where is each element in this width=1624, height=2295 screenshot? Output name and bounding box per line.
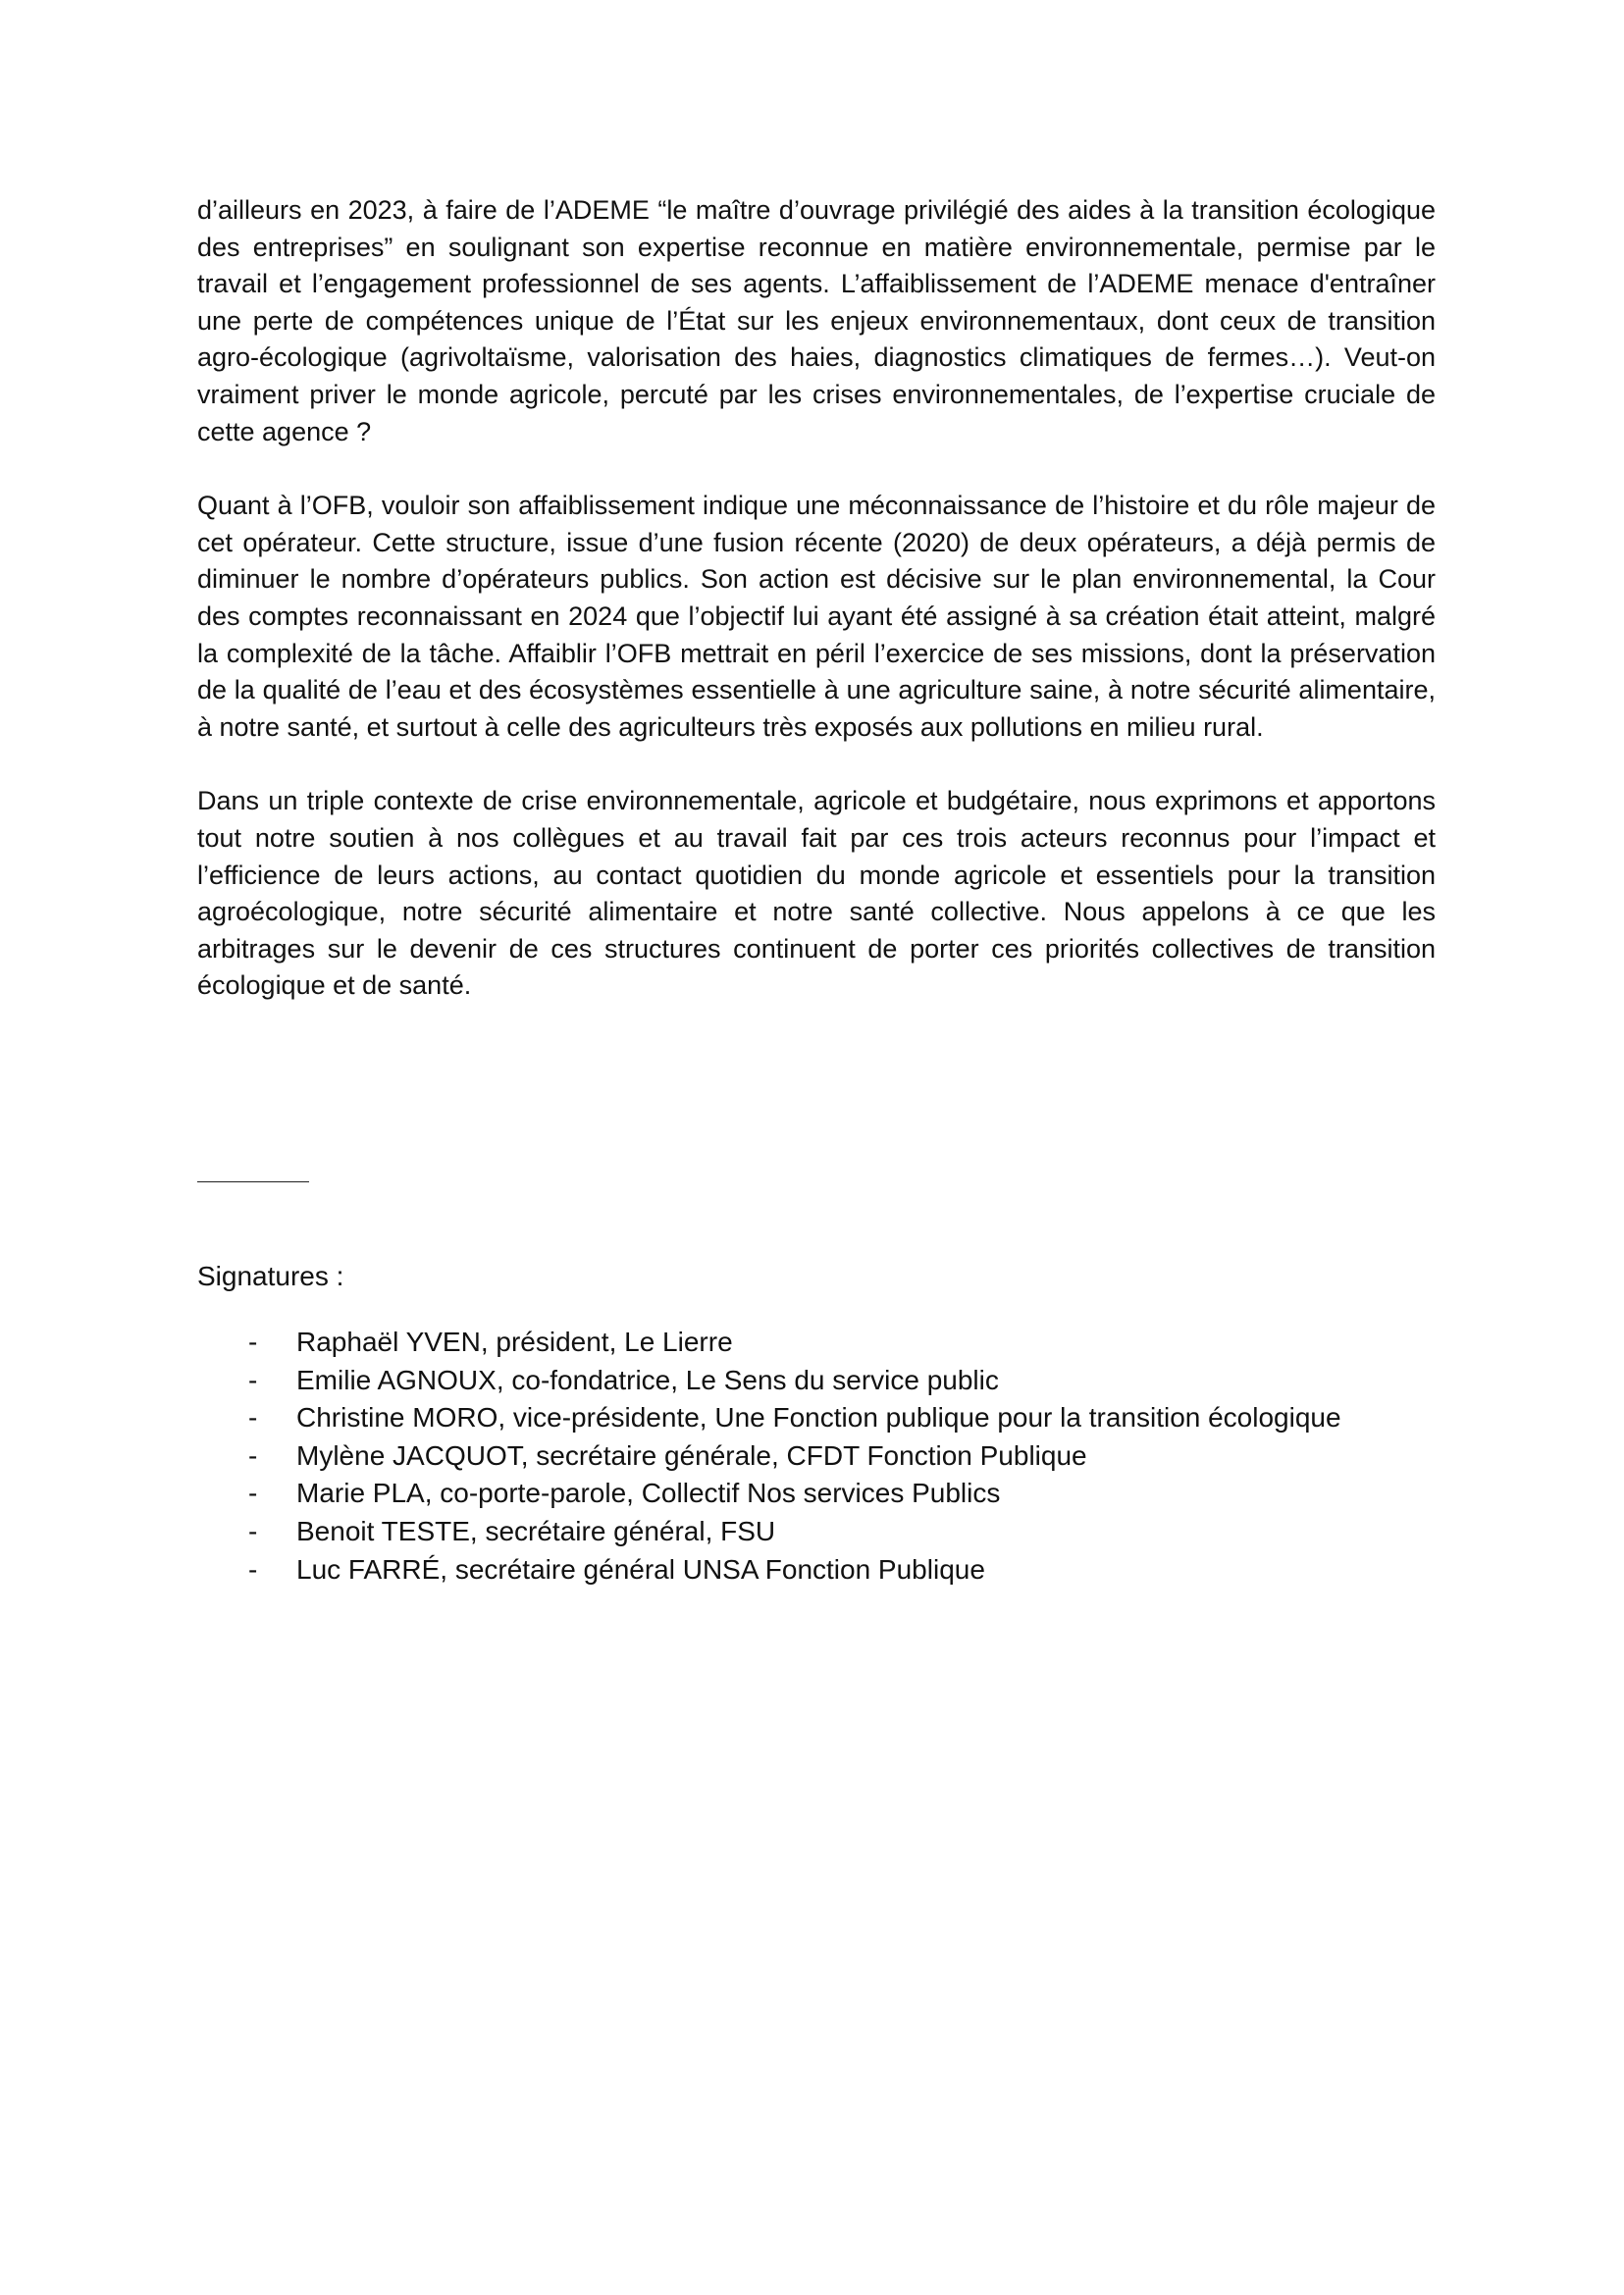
signatures-heading: Signatures : [197,1261,344,1291]
list-dash: - [248,1515,258,1546]
list-dash: - [248,1439,258,1471]
body-text [197,192,1436,1005]
paragraph-conclusion: Dans un triple contexte de crise environnementale, agricole et budgétaire, nous exprimons et apportons tout notre soutien à nos collègues et au travail fait par ces trois acteurs reconnus pour l’impact et l’efficience de leurs actions, au contact quotidien du monde agricole et essentiels pour la transition agroécologique, notre sécurité alimentaire et notre santé collective. Nous appelons à ce que les arbitrages sur le devenir de ces structures continuent de porter ces priorités collectives de transition écologique et de santé. [197,786,1436,1001]
signature-text: Christine MORO, vice-présidente, Une Fonction publique pour la transition écologique [296,1402,1341,1434]
signature-text: Luc FARRÉ, secrétaire général UNSA Fonction Publique [296,1553,985,1585]
signature-item [197,1437,1473,1476]
list-dash: - [248,1402,258,1434]
signature-item [197,1475,1473,1513]
signature-item [197,1551,1473,1590]
separator-rule [197,1181,309,1182]
paragraph-ofb: Quant à l’OFB, vouloir son affaiblissement indique une méconnaissance de l’histoire et du rôle majeur de cet opérateur. Cette structure, issue d’une fusion récente (2020) de deux opérateurs, a déjà permis de diminuer le nombre d’opérateurs publics. Son action est décisive sur le plan environnemental, la Cour des comptes reconnaissant en 2024 que l’objectif lui ayant été assigné à sa création était atteint, malgré la complexité de la tâche. Affaiblir l’OFB mettrait en péril l’exercice de ses missions, dont la préservation de la qualité de l’eau et des écosystèmes essentielle à une agriculture saine, à notre sécurité alimentaire, à notre santé, et surtout à celle des agriculteurs très exposés aux pollutions en milieu rural. [197,491,1436,742]
signature-text: Raphaël YVEN, président, Le Lierre [296,1327,733,1357]
signatures-list [197,1324,1473,1589]
signature-text: Marie PLA, co-porte-parole, Collectif Nos services Publics [296,1478,1001,1509]
list-dash: - [248,1364,258,1395]
signature-text: Mylène JACQUOT, secrétaire générale, CFDT Fonction Publique [296,1439,1087,1471]
signature-item [197,1513,1473,1551]
list-dash: - [248,1478,258,1509]
signature-item [197,1399,1473,1437]
list-dash: - [248,1553,258,1585]
paragraph-ademe: d’ailleurs en 2023, à faire de l’ADEME “le maître d’ouvrage privilégié des aides à la transition écologique des entreprises” en soulignant son expertise reconnue en matière environnementale, permise par le travail et l’engagement professionnel de ses agents. L’affaiblissement de l’ADEME menace d'entraîner une perte de compétences unique de l’État sur les enjeux environnementaux, dont ceux de transition agro-écologique (agrivoltaïsme, valorisation des haies, diagnostics climatiques de fermes…). Veut-on vraiment priver le monde agricole, percuté par les crises environnementales, de l’expertise cruciale de cette agence ? [197,195,1436,446]
signature-item [197,1362,1473,1400]
list-dash: - [248,1327,258,1357]
signature-text: Emilie AGNOUX, co-fondatrice, Le Sens du service public [296,1364,999,1395]
signature-item [197,1324,1473,1362]
signature-text: Benoit TESTE, secrétaire général, FSU [296,1515,776,1546]
